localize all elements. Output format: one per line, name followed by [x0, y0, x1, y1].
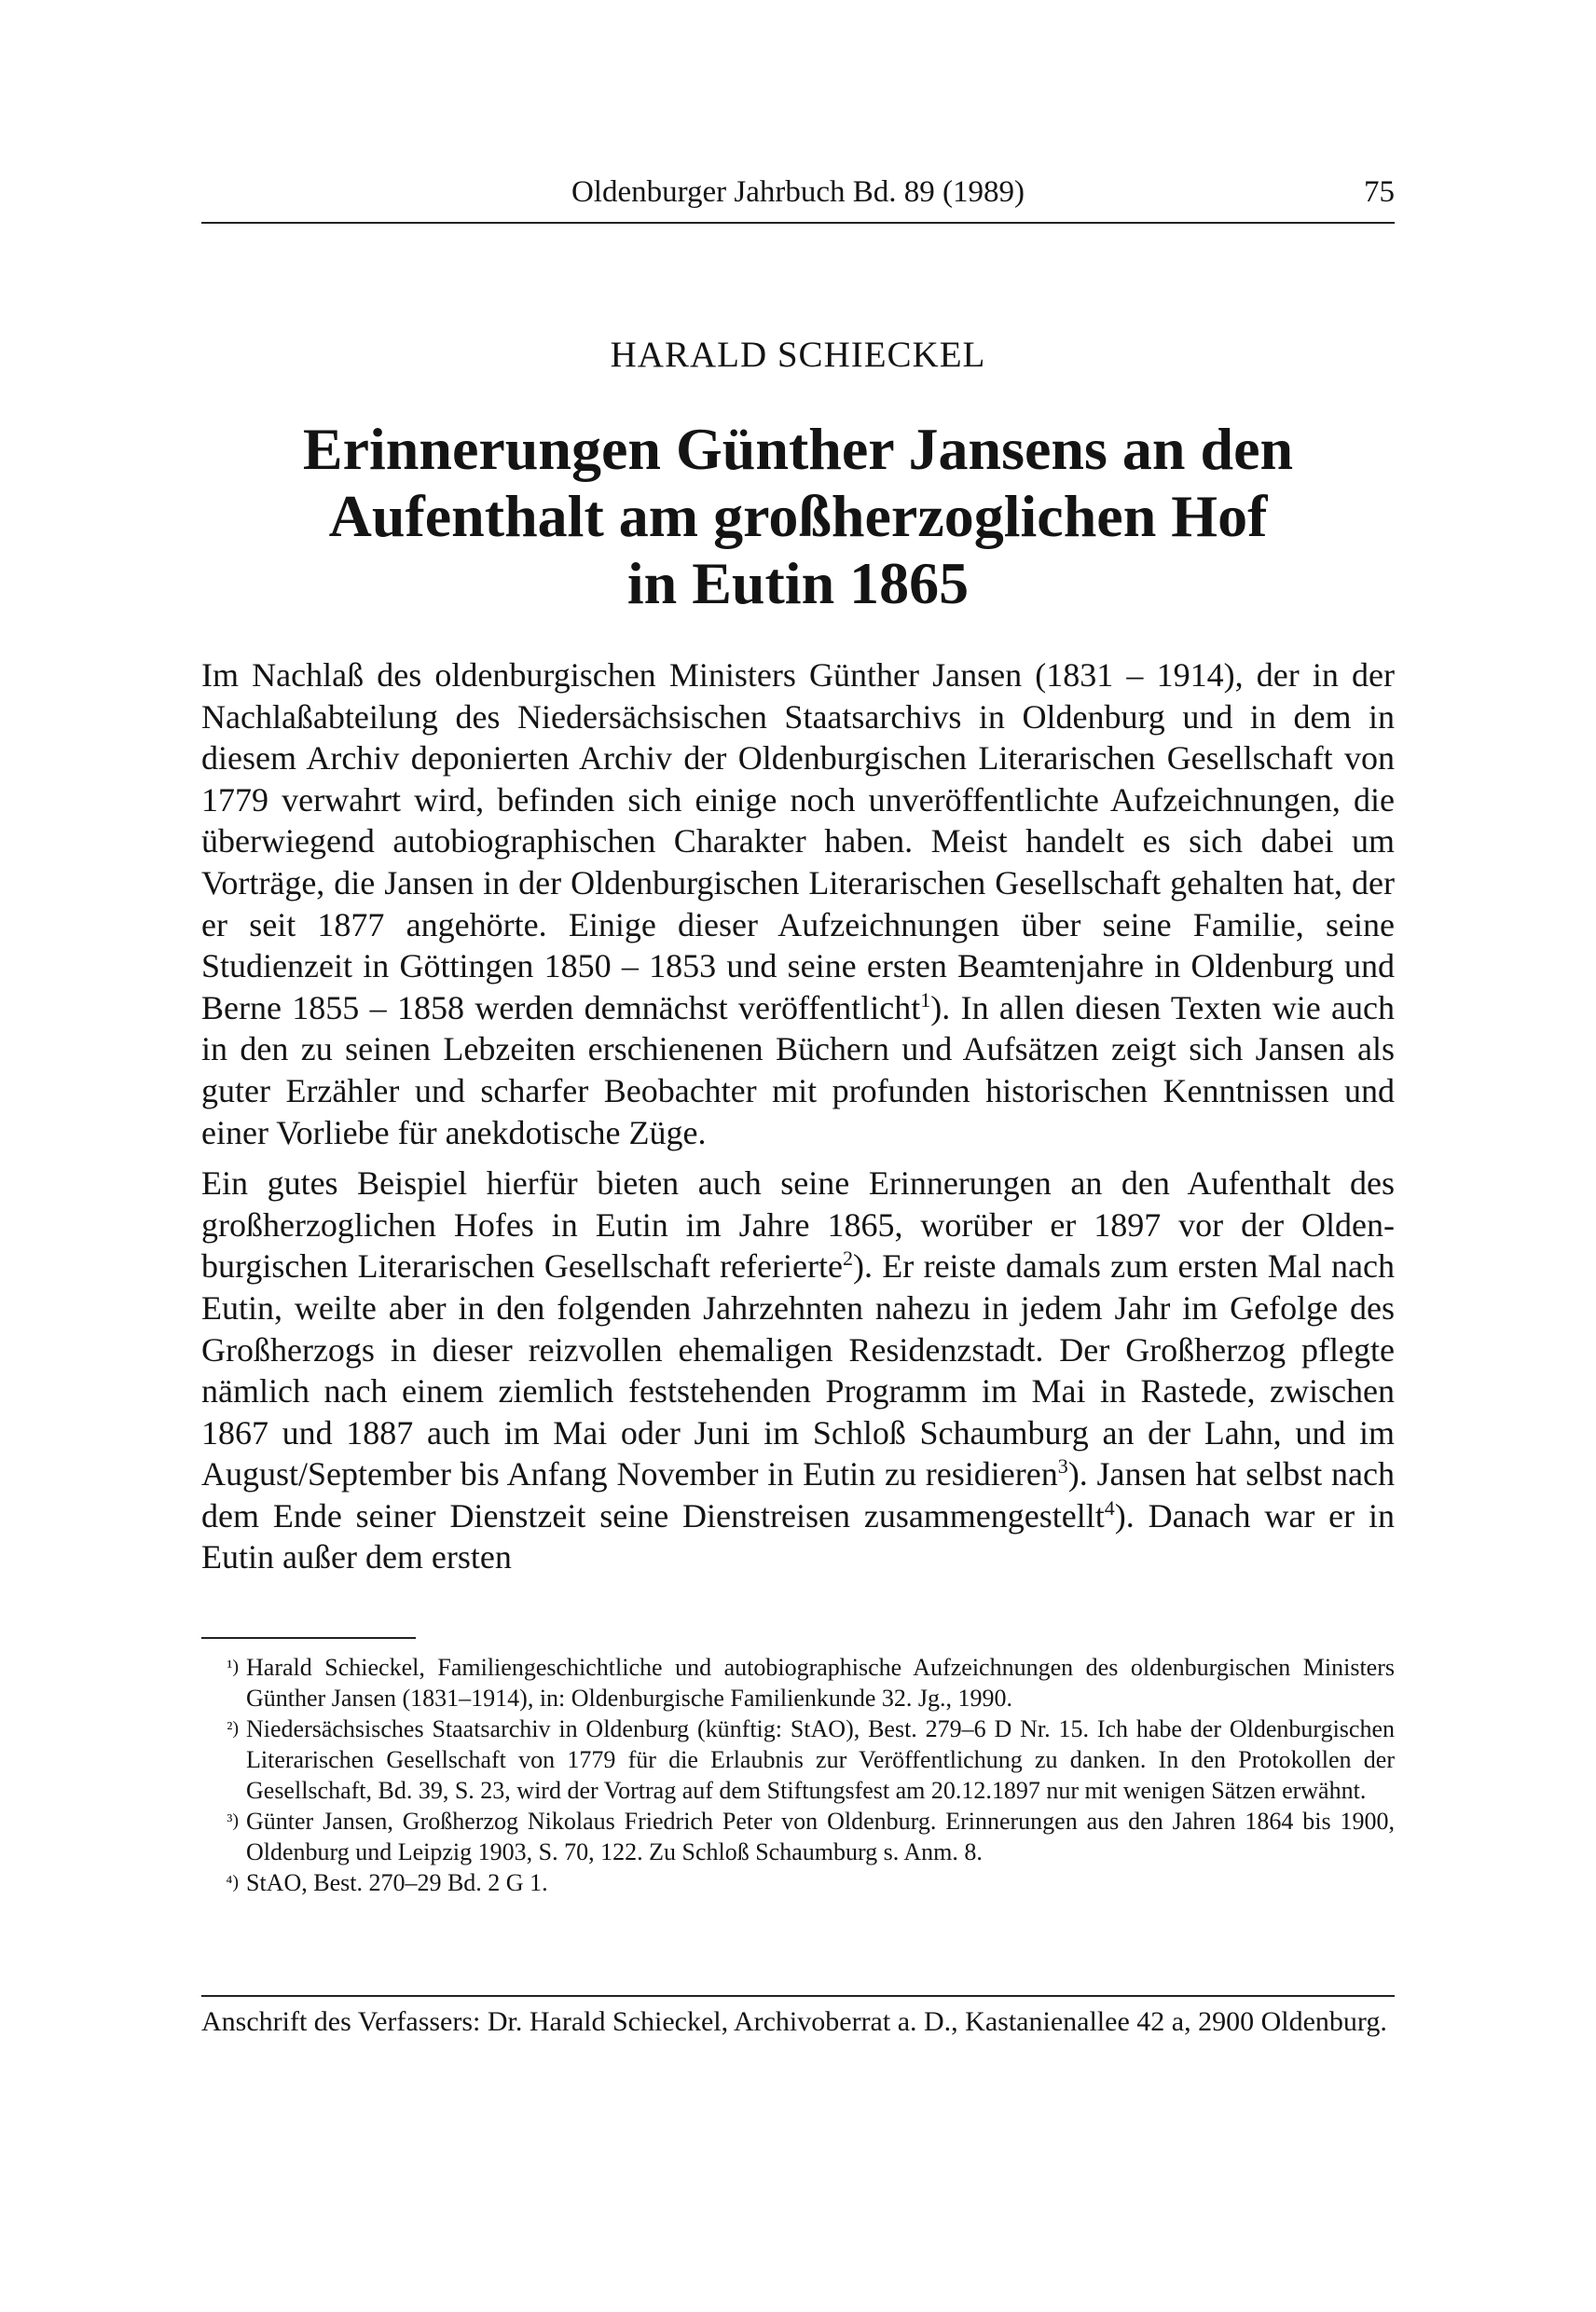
footnotes [201, 1652, 1395, 1898]
footnote [201, 1806, 1395, 1867]
footnote-text: Günter Jansen, Großherzog Nikolaus Friedrich Peter von Oldenburg. Erinnerungen aus den Jahren 1864 bis 1900, Oldenburg und Leipzig 1903, S. 70, 122. Zu Schloß Schaumburg s. Anm. 8. [246, 1808, 1395, 1865]
footnote [201, 1867, 1395, 1898]
footnote-rule [201, 1637, 416, 1639]
running-title: Oldenburger Jahrbuch Bd. 89 (1989) [571, 175, 1025, 209]
address-rule [201, 1995, 1395, 1997]
footnote-reference: 1 [920, 987, 931, 1012]
author-name: HARALD SCHIECKEL [610, 335, 986, 375]
document-page [201, 0, 1395, 2312]
footnote-text: StAO, Best. 270–29 Bd. 2 G 1. [246, 1869, 548, 1896]
paragraph: Ein gutes Beispiel hierfür bieten auch seine Erinnerungen an den Aufenthalt des großherzoglichen Hofes in Eutin im Jahre 1865, worüber er 1897 vor der Oldenburgischen Literarischen Gesellschaft referierte$^2$). Er reiste damals zum ersten Mal nach Eutin, weilte aber in den folgenden Jahrzehnten nahezu in jedem Jahr im Gefolge des Großherzogs in dieser reizvollen ehemaligen Residenzstadt. Der Großherzog pflegte nämlich nach einem ziemlich feststehenden Programm im Mai in Rastede, zwischen 1867 und 1887 auch im Mai oder Juni im Schloß Schaumburg an der Lahn, und im August/September bis Anfang November in Eutin zu residieren$^3$). Jansen hat selbst nach dem Ende seiner Dienstzeit seine Dienstreisen zusammengestellt$^4$). Danach war er in Eutin außer dem ersten [201, 1164, 1396, 1576]
paragraph: Im Nachlaß des oldenburgischen Ministers Günther Jansen (1831 – 1914), der in der Nachlaßabteilung des Niedersächsischen Staatsarchivs in Oldenburg und in dem in diesem Archiv deponierten Archiv der Oldenburgischen Literarischen Gesellschaft von 1779 verwahrt wird, befinden sich einige noch unveröffentlichte Aufzeichnungen, die überwiegend autobiographischen Charakter haben. Meist handelt es sich dabei um Vorträge, die Jansen in der Oldenburgischen Literarischen Gesellschaft gehalten hat, der er seit 1877 angehörte. Einige dieser Aufzeichnungen über seine Familie, seine Studienzeit in Göttingen 1850 – 1853 und seine ersten Beamtenjahre in Oldenburg und Berne 1855 – 1858 werden demnächst veröffentlicht$^1$). In allen diesen Texten wie auch in den zu seinen Lebzeiten erschienenen Büchern und Aufsätzen zeigt sich Jansen als guter Erzähler und scharfer Beobachter mit profunden historischen Kenntnissen und einer Vorliebe für anekdotische Züge. [201, 656, 1395, 1151]
footnote [201, 1713, 1395, 1806]
footnote-reference: 4 [1104, 1495, 1115, 1520]
footnote-mark: ⁴) [226, 1872, 239, 1892]
footnote [201, 1652, 1395, 1713]
footnote-mark: ³) [227, 1810, 239, 1831]
title-line: Erinnerungen Günther Jansens an den [302, 416, 1294, 482]
page-number: 75 [1364, 175, 1395, 209]
footnote-mark: ²) [227, 1718, 239, 1739]
footnote-text: Niedersächsisches Staatsarchiv in Oldenburg (künftig: StAO), Best. 279–6 D Nr. 15. Ich habe der Oldenburgischen Literarischen Gesellschaft von 1779 für die Erlaubnis zur Veröffentlichung zu danken. In den Protokollen der Gesellschaft, Bd. 39, S. 23, wird der Vortrag auf dem Stiftungsfest am 20.12.1897 nur mit wenigen Sätzen erwähnt. [246, 1715, 1395, 1804]
body-text [201, 654, 1395, 1588]
footnote-reference: 2 [842, 1246, 853, 1271]
footnote-mark: ¹) [227, 1657, 239, 1677]
running-head [201, 168, 1395, 216]
footnote-reference: 3 [1057, 1454, 1068, 1479]
title-line: Aufenthalt am großherzoglichen Hof [328, 483, 1268, 549]
footnote-text: Harald Schieckel, Familiengeschichtliche und autobiographische Aufzeichnungen des oldenburgischen Ministers Günther Jansen (1831–1914), in: Oldenburgische Familienkunde 32. Jg., 1990. [246, 1654, 1395, 1712]
header-rule [201, 222, 1395, 224]
author-address: Anschrift des Verfassers: Dr. Harald Schieckel, Archivoberrat a. D., Kastanienallee 42 a, 2900 Oldenburg. [201, 2006, 1387, 2037]
title-line: in Eutin 1865 [626, 550, 970, 616]
article-title [201, 416, 1395, 617]
